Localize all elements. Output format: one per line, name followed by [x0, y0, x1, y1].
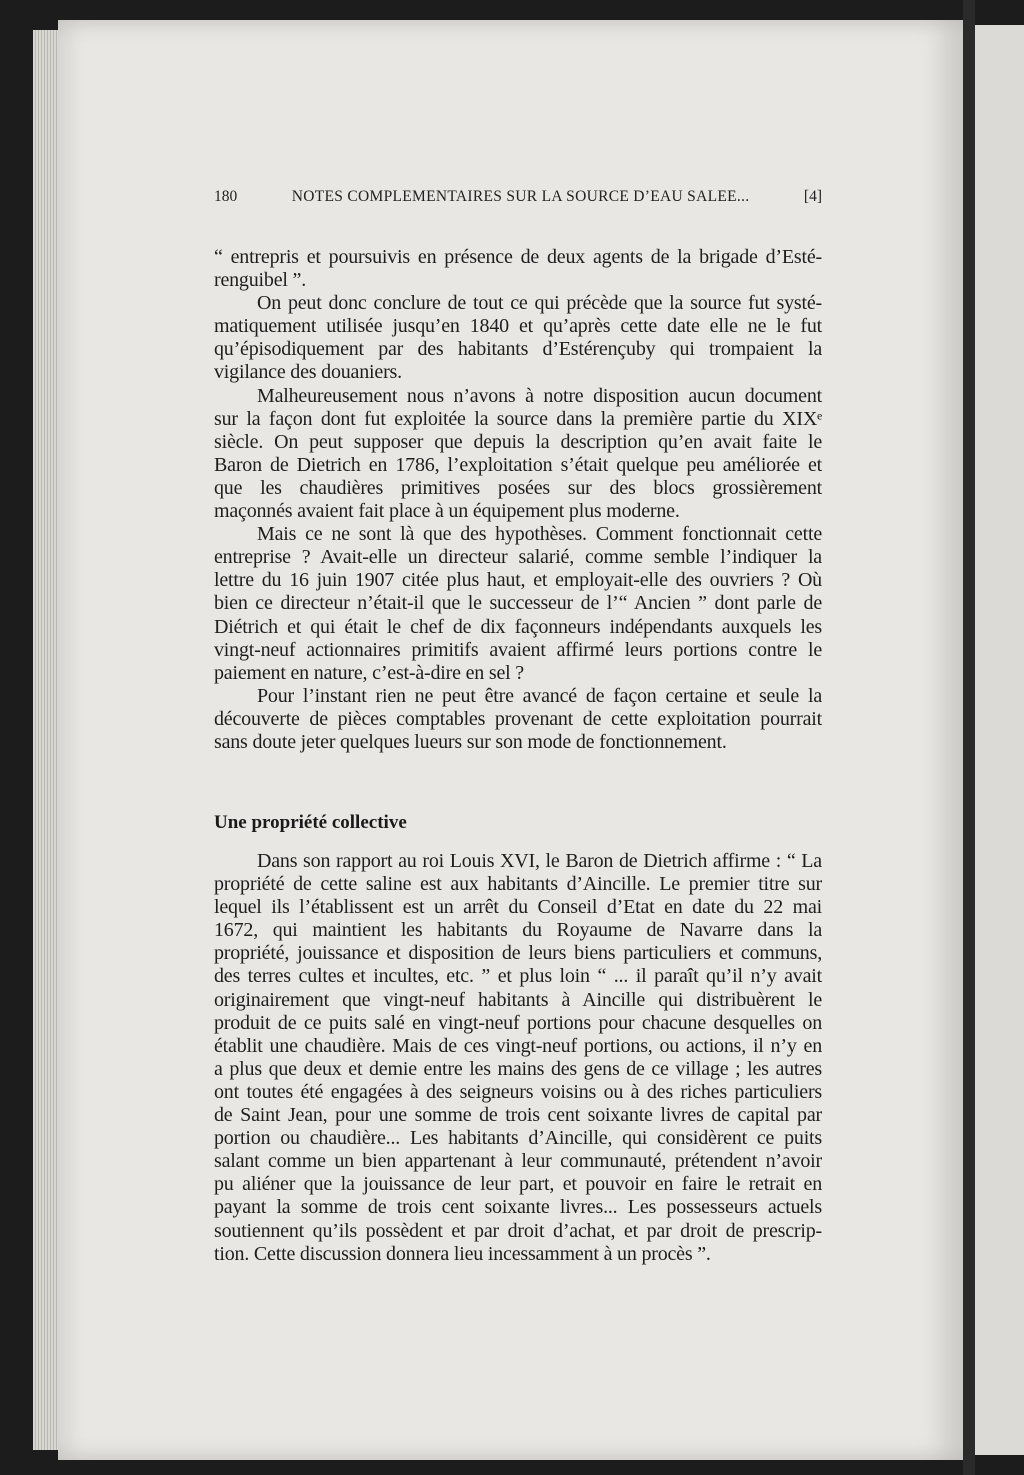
text-line: ont toutes été engagées à des seigneurs voisins ou à des riches particuliers	[214, 1080, 822, 1103]
text-line: pu aliéner que la jouissance de leur part, et pouvoir en faire le retrait en	[214, 1173, 822, 1196]
text-line: Diétrich et qui était le chef de dix façonneurs indépendants auxquels les	[214, 615, 822, 638]
running-header	[214, 188, 822, 206]
text-line: que les chaudières primitives posées sur des blocs grossièrement	[214, 476, 822, 499]
text-line: Dans son rapport au roi Louis XVI, le Baron de Dietrich affirme : “ La	[257, 850, 822, 872]
text-line: matiquement utilisée jusqu’en 1840 et qu’après cette date elle ne le fut	[214, 315, 822, 338]
text-line: qu’épisodiquement par des habitants d’Estérençuby qui trompaient la	[214, 338, 822, 361]
text-line: “ entrepris et poursuivis en présence de deux agents de la brigade d’Esté-	[214, 246, 822, 268]
text-line: 1672, qui maintient les habitants du Royaume de Navarre dans la	[214, 919, 822, 942]
running-title: NOTES COMPLEMENTAIRES SUR LA SOURCE D’EAU SALEE...	[291, 188, 750, 205]
text-line: vigilance des douaniers.	[214, 361, 402, 384]
text-line: Baron de Dietrich en 1786, l’exploitation s’était quelque peu améliorée et	[214, 453, 822, 476]
text-line: soutiennent qu’ils possèdent et par droit d’achat, et par droit de prescrip-	[214, 1219, 822, 1242]
text-line: entreprise ? Avait-elle un directeur salarié, comme semble l’indiquer la	[214, 546, 822, 569]
paragraph	[214, 523, 822, 685]
text-line: lequel ils l’établissent est un arrêt du Conseil d’Etat en date du 22 mai	[214, 896, 822, 919]
text-line: payant la somme de trois cent soixante livres... Les possesseurs actuels	[214, 1196, 822, 1219]
page-number: 180	[214, 188, 238, 205]
text-line: vingt-neuf actionnaires primitifs avaient affirmé leurs portions contre le	[214, 638, 822, 661]
text-line: propriété de cette saline est aux habitants d’Aincille. Le premier titre sur	[214, 873, 822, 896]
text-line: lettre du 16 juin 1907 citée plus haut, et employait-elle des ouvriers ? Où	[214, 569, 822, 592]
text-line: sur la façon dont fut exploitée la source dans la première partie du XIXᵉ	[214, 407, 822, 430]
paragraph	[214, 850, 822, 1266]
book-gutter	[963, 0, 975, 1475]
text-line: produit de ce puits salé en vingt-neuf portions pour chacune desquelles on	[214, 1011, 822, 1034]
paragraph	[214, 685, 822, 754]
text-line: Pour l’instant rien ne peut être avancé de façon certaine et seule la	[257, 684, 822, 707]
paragraph	[214, 385, 822, 524]
text-line: salant comme un bien appartenant à leur communauté, prétendent n’avoir	[214, 1150, 822, 1173]
section-heading: Une propriété collective	[214, 812, 407, 833]
text-line: renguibel ”.	[214, 269, 307, 292]
body-text-section-2	[214, 850, 822, 1266]
text-line: des terres cultes et incultes, etc. ” et plus loin “ ... il paraît qu’il n’y avait	[214, 965, 822, 988]
body-text-section-1	[214, 246, 822, 754]
text-line: Mais ce ne sont là que des hypothèses. Comment fonctionnait cette	[257, 523, 822, 546]
text-line: sans doute jeter quelques lueurs sur son mode de fonctionnement.	[214, 730, 727, 753]
text-line: portion ou chaudière... Les habitants d’Aincille, qui considèrent ce puits	[214, 1127, 822, 1150]
text-line: propriété, jouissance et disposition de leurs biens particuliers et communs,	[214, 942, 822, 965]
text-line: Malheureusement nous n’avons à notre disposition aucun document	[257, 384, 822, 407]
text-line: de Saint Jean, pour une somme de trois cent soixante livres de capital par	[214, 1104, 822, 1127]
text-line: siècle. On peut supposer que depuis la description qu’en avait faite le	[214, 430, 822, 453]
text-line: originairement que vingt-neuf habitants à Aincille qui distribuèrent le	[214, 988, 822, 1011]
paragraph	[214, 292, 822, 384]
text-line: établit une chaudière. Mais de ces vingt-neuf portions, ou actions, il n’y en	[214, 1034, 822, 1057]
text-line: découverte de pièces comptables provenant de cette exploitation pourrait	[214, 707, 822, 730]
text-line: maçonnés avaient fait place à un équipement plus moderne.	[214, 500, 680, 523]
paragraph	[214, 246, 822, 292]
text-line: bien ce directeur n’était-il que le successeur de l’“ Ancien ” dont parle de	[214, 592, 822, 615]
text-line: On peut donc conclure de tout ce qui précède que la source fut systé-	[257, 292, 822, 315]
text-line: tion. Cette discussion donnera lieu incessamment à un procès ”.	[214, 1242, 711, 1265]
text-line: a plus que deux et demie entre les mains des gens de ce village ; les autres	[214, 1057, 822, 1080]
section-number: [4]	[803, 188, 822, 205]
facing-page-edge	[975, 25, 1024, 1455]
text-line: paiement en nature, c’est-à-dire en sel ?	[214, 661, 524, 684]
